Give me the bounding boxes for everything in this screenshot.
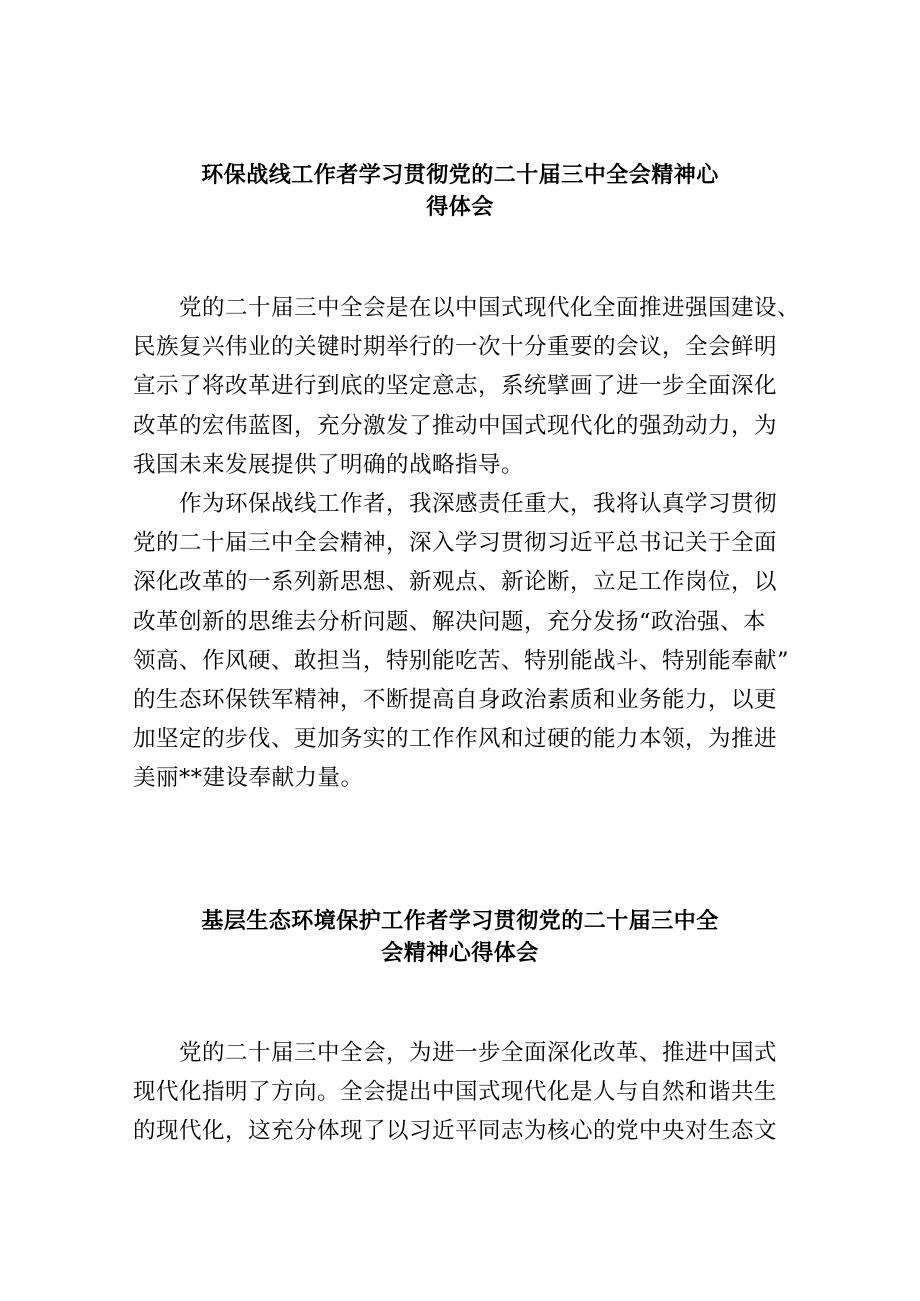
section-1-body xyxy=(133,289,799,798)
section-1-title-line: 环保战线工作者学习贯彻党的二十届三中全会精神心 xyxy=(201,163,719,188)
section-2-title-line: 会精神心得体会 xyxy=(381,941,539,966)
section-1-paragraph-1 xyxy=(133,289,799,485)
section-2-body xyxy=(133,1034,799,1152)
text-line: 深化改革的一系列新思想、新观点、新论断，立足工作岗位，以 xyxy=(133,569,778,596)
section-2-title-line: 基层生态环境保护工作者学习贯彻党的二十届三中全 xyxy=(201,909,719,934)
text-line: 加坚定的步伐、更加务实的工作作风和过硬的能力本领，为推进 xyxy=(133,726,778,753)
text-line: 党的二十届三中全会是在以中国式现代化全面推进强国建设、 xyxy=(179,295,801,321)
text-line: 作为环保战线工作者，我深感责任重大，我将认真学习贯彻 xyxy=(179,490,778,517)
text-line: 党的二十届三中全会，为进一步全面深化改革、推进中国式 xyxy=(179,1040,778,1066)
section-2-title xyxy=(0,906,920,970)
text-line: 的生态环保铁军精神，不断提高自身政治素质和业务能力，以更 xyxy=(133,686,778,713)
section-2-paragraph-1 xyxy=(133,1034,799,1152)
section-1-paragraph-2 xyxy=(133,485,799,799)
section-1-title-line: 得体会 xyxy=(426,195,494,220)
text-line: 美丽**建设奉献力量。 xyxy=(133,765,364,792)
text-line: 改革的宏伟蓝图，充分激发了推动中国式现代化的强劲动力，为 xyxy=(133,412,778,439)
section-1-title xyxy=(0,160,920,224)
text-line: 领高、作风硬、敢担当，特别能吃苦、特别能战斗、特别能奉献” xyxy=(133,647,790,674)
text-line: 党的二十届三中全会精神，深入学习贯彻习近平总书记关于全面 xyxy=(133,530,778,557)
text-line: 民族复兴伟业的关键时期举行的一次十分重要的会议，全会鲜明 xyxy=(133,334,778,361)
text-line: 我国未来发展提供了明确的战略指导。 xyxy=(133,451,525,478)
text-line: 的现代化，这充分体现了以习近平同志为核心的党中央对生态文 xyxy=(133,1118,778,1145)
text-line: 宣示了将改革进行到底的坚定意志，系统擘画了进一步全面深化 xyxy=(133,373,778,400)
text-line: 现代化指明了方向。全会提出中国式现代化是人与自然和谐共生 xyxy=(133,1079,778,1106)
text-line: 改革创新的思维去分析问题、解决问题，充分发扬“政治强、本 xyxy=(133,608,767,635)
